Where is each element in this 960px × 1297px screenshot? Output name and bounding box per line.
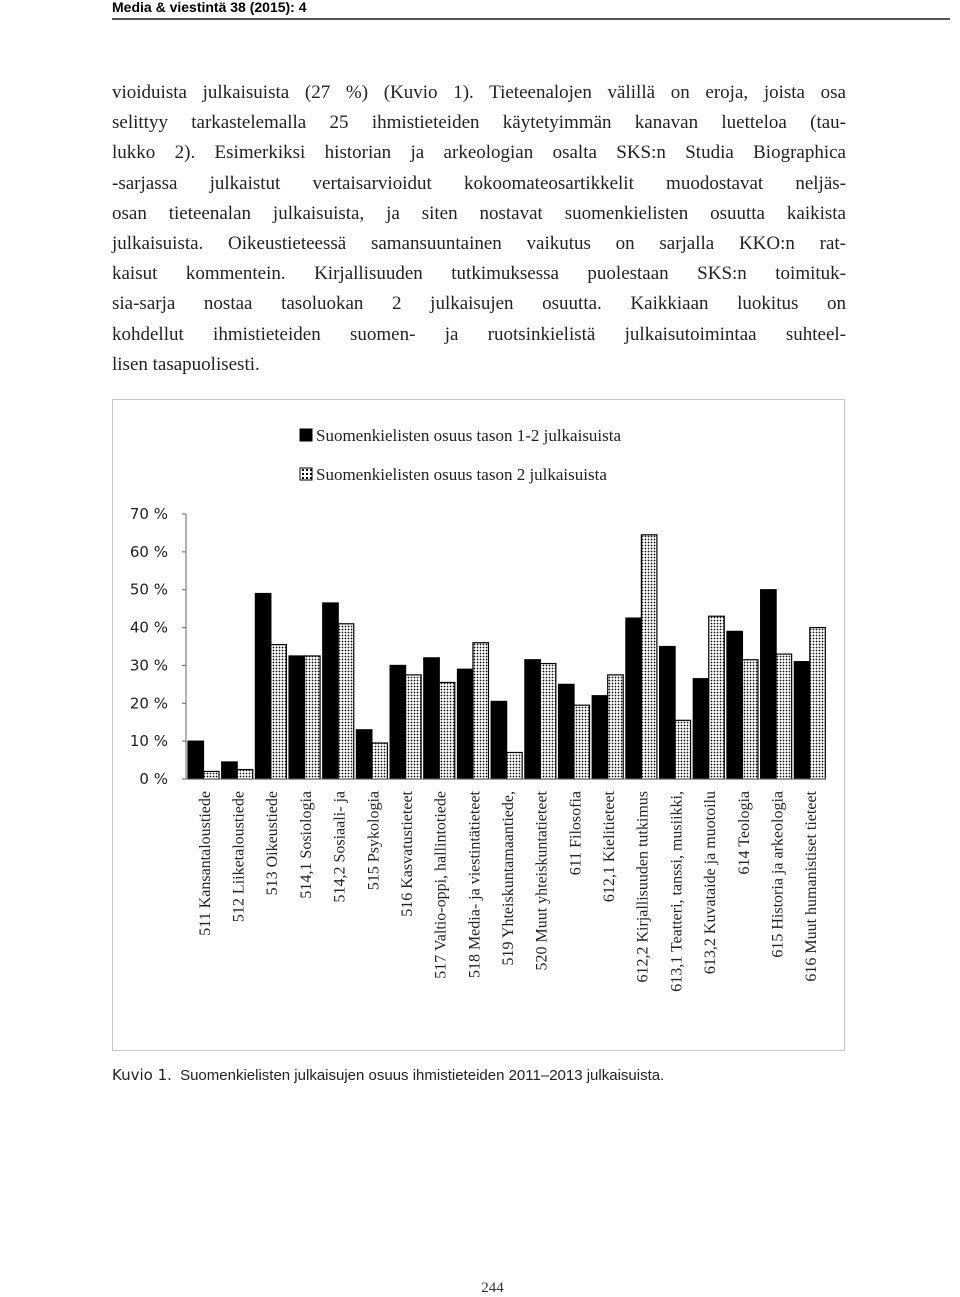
bar-level-1-2 <box>693 679 709 779</box>
bar-level-1-2 <box>457 669 473 779</box>
x-tick-label: 614 Teologia <box>735 791 753 875</box>
y-tick-label: 10 % <box>129 732 168 751</box>
body-paragraph <box>112 78 846 380</box>
bar-level-1-2 <box>794 662 810 779</box>
y-tick-label: 0 % <box>139 770 168 788</box>
caption-text: Suomenkielisten julkaisujen osuus ihmistieteiden 2011–2013 julkaisuista. <box>180 1067 665 1084</box>
bar-level-2 <box>271 645 287 779</box>
x-tick-label: 513 Oikeustiede <box>264 791 282 896</box>
legend-swatch <box>300 468 312 480</box>
bar-level-1-2 <box>660 647 676 780</box>
x-tick-label: 613,1 Teatteri, tanssi, musiikki, <box>668 791 686 992</box>
bar-level-1-2 <box>390 665 406 779</box>
body-line: julkaisuista. Oikeustieteessä samansuuntainen vaikutus on sarjalla KKO:n rat- <box>112 233 846 255</box>
bar-level-2 <box>237 770 253 779</box>
bar-level-1-2 <box>491 701 507 779</box>
x-tick-label: 514,1 Sosiologia <box>297 791 315 899</box>
body-line: kohdellut ihmistieteiden suomen- ja ruotsinkielistä julkaisutoimintaa suhteel- <box>112 323 846 345</box>
bar-level-1-2 <box>626 618 642 779</box>
bar-level-2 <box>810 628 826 779</box>
x-tick-label: 517 Valtio-oppi, hallintotiede <box>432 791 450 979</box>
bar-level-2 <box>709 616 725 779</box>
bar-level-1-2 <box>222 762 238 779</box>
bar-level-2 <box>540 664 556 779</box>
chart-legend <box>300 426 621 484</box>
x-tick-label: 615 Historia ja arkeologia <box>769 791 787 958</box>
x-tick-label: 612,2 Kirjallisuuden tutkimus <box>634 791 652 983</box>
bars-group <box>188 535 825 779</box>
x-axis <box>186 779 826 992</box>
bar-level-1-2 <box>592 696 608 779</box>
y-tick-label: 70 % <box>129 505 168 523</box>
bar-level-2 <box>406 675 422 779</box>
x-tick-label: 520 Muut yhteiskuntatieteet <box>533 791 551 971</box>
y-tick-label: 20 % <box>129 694 168 713</box>
body-line: lukko 2). Esimerkiksi historian ja arkeologian osalta SKS:n Studia Biographica <box>112 142 846 164</box>
bar-level-2 <box>574 705 590 779</box>
body-line: -sarjassa julkaistut vertaisarvioidut kokoomateosartikkelit muodostavat neljäs- <box>112 172 846 194</box>
x-tick-label: 511 Kansantaloustiede <box>196 791 214 936</box>
legend-entry: Suomenkielisten osuus tason 1-2 julkaisuista <box>316 426 622 445</box>
bar-level-1-2 <box>289 656 305 779</box>
body-line: osan tieteenalan julkaisuista, ja siten nostavat suomenkielisten osuutta kaikista <box>112 202 846 224</box>
bar-level-1-2 <box>323 603 339 779</box>
body-line: sia-sarja nostaa tasoluokan 2 julkaisujen osuutta. Kaikkiaan luokitus on <box>112 293 846 315</box>
chart-frame <box>112 399 845 1051</box>
bar-level-2 <box>675 720 691 779</box>
bar-level-1-2 <box>188 741 204 779</box>
bar-level-1-2 <box>356 730 372 779</box>
bar-level-1-2 <box>727 631 743 779</box>
bar-chart <box>113 400 844 1050</box>
figure-caption <box>112 1066 852 1084</box>
x-tick-label: 516 Kasvatustieteet <box>398 791 416 917</box>
x-tick-label: 612,1 Kielitieteet <box>601 791 619 903</box>
x-tick-label: 518 Media- ja viestintätieteet <box>466 791 484 979</box>
bar-level-2 <box>641 535 657 779</box>
x-tick-label: 512 Liiketaloustiede <box>230 791 248 923</box>
y-tick-label: 30 % <box>129 656 168 675</box>
bar-level-2 <box>742 660 758 779</box>
y-tick-label: 60 % <box>129 542 168 561</box>
bar-level-1-2 <box>761 590 777 779</box>
x-tick-label: 514,2 Sosiaali- ja <box>331 791 349 903</box>
body-line: kaisut kommentein. Kirjallisuuden tutkimuksessa puolestaan SKS:n toimituk- <box>112 263 846 285</box>
y-tick-label: 50 % <box>129 580 168 599</box>
bar-level-2 <box>608 675 624 779</box>
bar-level-2 <box>439 682 455 779</box>
x-tick-label: 519 Yhteiskuntamaantiede, <box>500 791 517 966</box>
bar-level-1-2 <box>559 684 575 779</box>
bar-level-2 <box>507 753 523 780</box>
journal-header <box>112 0 950 20</box>
body-line: selittyy tarkastelemalla 25 ihmistieteiden käytetyimmän kanavan luetteloa (tau- <box>112 112 846 134</box>
bar-level-2 <box>204 771 220 779</box>
body-line: lisen tasapuolisesti. <box>112 353 260 375</box>
bar-level-1-2 <box>424 658 440 779</box>
bar-level-1-2 <box>255 594 270 780</box>
body-line: vioiduista julkaisuista (27 %) (Kuvio 1). Tieteenalojen välillä on eroja, joista osa <box>112 82 846 103</box>
bar-level-1-2 <box>525 660 541 779</box>
y-tick-label: 40 % <box>129 618 168 637</box>
bar-level-2 <box>473 643 489 779</box>
x-tick-label: 616 Muut humanistiset tieteet <box>803 791 821 982</box>
y-axis <box>130 505 186 788</box>
bar-level-2 <box>305 656 321 779</box>
x-tick-label: 515 Psykologia <box>365 791 383 891</box>
caption-label: Kuvio 1. <box>112 1066 172 1084</box>
legend-swatch <box>300 429 312 441</box>
bar-level-2 <box>776 654 792 779</box>
x-tick-label: 613,2 Kuvataide ja muotoilu <box>702 791 720 975</box>
bar-level-2 <box>372 743 388 779</box>
page-number: 244 <box>481 1280 504 1296</box>
bar-level-2 <box>338 624 354 779</box>
legend-entry: Suomenkielisten osuus tason 2 julkaisuista <box>316 465 607 484</box>
x-tick-label: 611 Filosofia <box>567 791 585 876</box>
journal-title: Media & viestintä 38 (2015): 4 <box>112 0 307 15</box>
